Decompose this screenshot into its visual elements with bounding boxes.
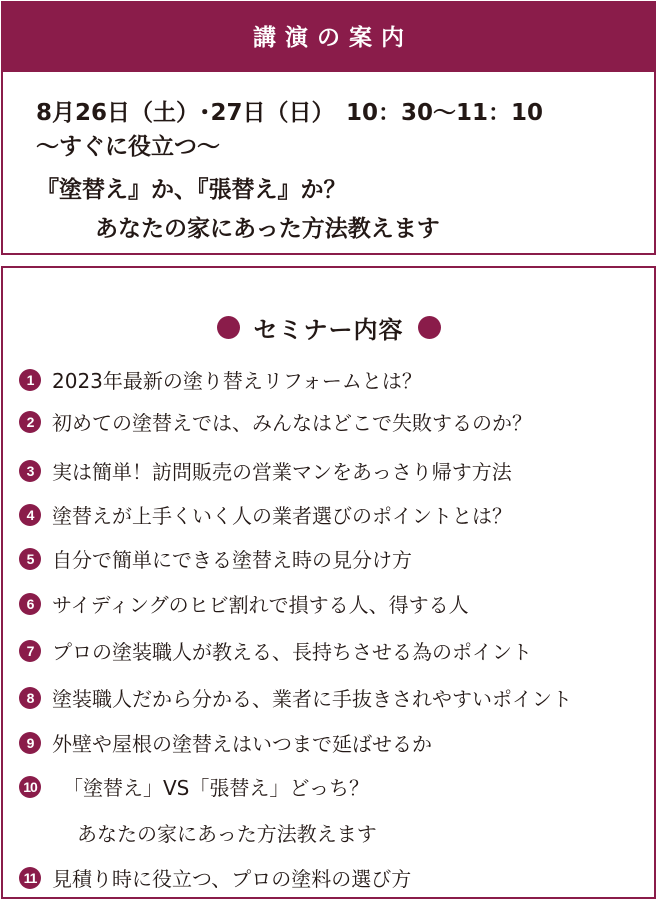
number-badge: 11 [19, 867, 41, 889]
list-item [19, 863, 411, 892]
number-badge: 8 [19, 687, 41, 709]
list-item-text: 自分で簡単にできる塗替え時の見分け方 [52, 548, 412, 572]
lecture-subtitle: 〜すぐに役立つ〜 [36, 134, 220, 160]
bullet-dot-icon [217, 316, 240, 339]
number-badge: 10 [19, 776, 41, 798]
number-badge: 3 [19, 460, 41, 482]
list-item [19, 500, 512, 529]
list-item-text: 初めての塗替えでは、みんなはどこで失敗するのか？ [52, 411, 532, 435]
lecture-title: 講演の案内 [253, 25, 413, 51]
lecture-tagline: あなたの家にあった方法教えます [95, 216, 440, 242]
list-item [19, 636, 532, 665]
list-item [19, 456, 512, 485]
list-item-text: 塗装職人だから分かる、業者に手抜きされやすいポイント [52, 687, 572, 711]
list-item-text: 「塗替え」VS「張替え」どっち？ [63, 776, 369, 800]
lecture-date: 8月26日（土）･27日（日） 10：30〜11：10 [36, 100, 544, 126]
number-badge: 4 [19, 504, 41, 526]
list-item-text: プロの塗装職人が教える、長持ちさせる為のポイント [52, 640, 532, 664]
list-item-text: サイディングのヒビ割れで損する人、得する人 [52, 593, 469, 617]
number-badge: 6 [19, 593, 41, 615]
list-item-text: 外壁や屋根の塗替えはいつまで延ばせるか [52, 732, 432, 756]
list-item-text: 2023年最新の塗り替えリフォームとは？ [52, 369, 422, 393]
list-item [19, 772, 369, 801]
seminar-heading [3, 310, 654, 345]
number-badge: 9 [19, 732, 41, 754]
number-badge: 1 [19, 369, 41, 391]
list-item-subtext: あなたの家にあった方法教えます [77, 822, 377, 846]
list-item [19, 544, 412, 573]
list-item-text: 見積り時に役立つ、プロの塗料の選び方 [52, 867, 412, 891]
seminar-title: セミナー内容 [253, 316, 404, 344]
list-item [19, 683, 572, 712]
list-item-text: 塗替えが上手くいく人の業者選びのポイントとは？ [52, 504, 512, 528]
list-item [19, 728, 432, 757]
lecture-box [1, 1, 656, 255]
bullet-dot-icon [418, 316, 441, 339]
list-item-text: 実は簡単！訪問販売の営業マンをあっさり帰す方法 [52, 460, 512, 484]
seminar-box [1, 266, 656, 899]
list-item [19, 365, 422, 394]
number-badge: 5 [19, 548, 41, 570]
lecture-question: 『塗替え』か、『張替え』か？ [36, 177, 347, 203]
number-badge: 2 [19, 411, 41, 433]
list-item [19, 589, 469, 618]
list-item [19, 407, 532, 436]
lecture-header [3, 3, 654, 72]
number-badge: 7 [19, 640, 41, 662]
